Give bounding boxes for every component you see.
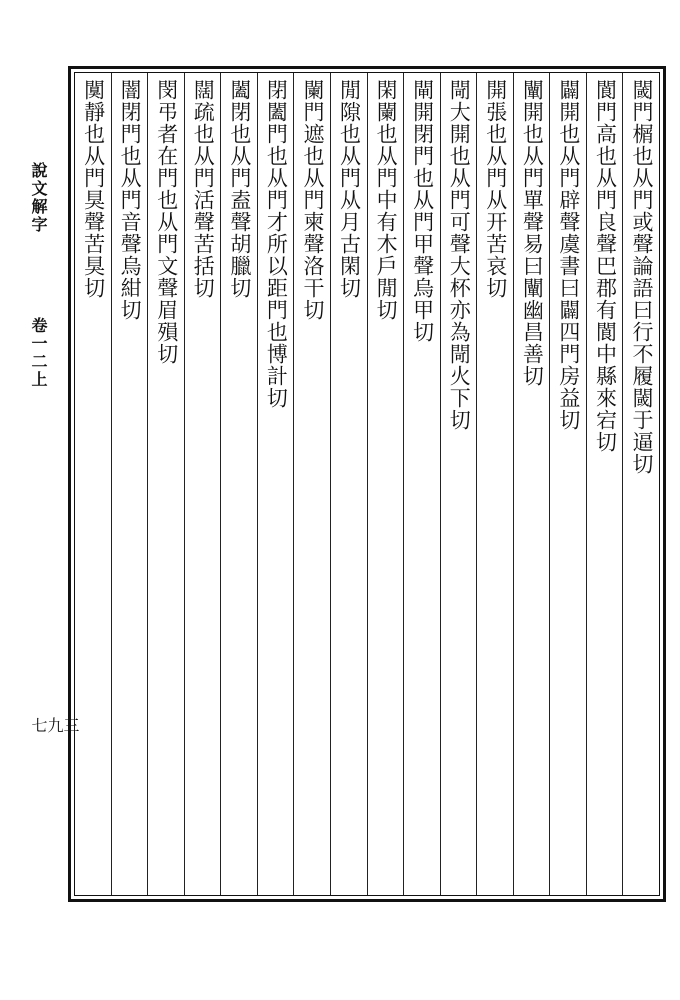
column-text: 閾門榍也从門或聲論語曰行不履閾于逼切 bbox=[630, 79, 655, 475]
text-column bbox=[476, 73, 513, 895]
text-column bbox=[220, 73, 257, 895]
page-number: 三九七 bbox=[29, 717, 80, 735]
column-text: 闇閉門也从門音聲烏紺切 bbox=[118, 79, 143, 321]
column-text: 閬門高也从門良聲巴郡有閬中縣來宕切 bbox=[593, 79, 618, 453]
column-text: 闌門遮也从門柬聲洛干切 bbox=[300, 79, 325, 321]
text-column bbox=[440, 73, 477, 895]
text-frame bbox=[68, 66, 666, 902]
text-columns bbox=[75, 73, 659, 895]
text-column bbox=[586, 73, 623, 895]
text-column bbox=[330, 73, 367, 895]
book-title: 說文解字 bbox=[29, 162, 48, 234]
column-text: 開張也从門从开苦哀切 bbox=[483, 79, 508, 299]
text-column bbox=[403, 73, 440, 895]
column-text: 閑闌也从門中有木戶閒切 bbox=[374, 79, 399, 321]
text-column bbox=[513, 73, 550, 895]
column-text: 闔閉也从門盍聲胡臘切 bbox=[227, 79, 252, 299]
column-text: 閜大開也从門可聲大杯亦為閜火下切 bbox=[447, 79, 472, 431]
column-text: 閔弔者在門也从門文聲眉殞切 bbox=[154, 79, 179, 365]
column-text: 閉闔門也从門才所以距門也博計切 bbox=[264, 79, 289, 409]
text-column bbox=[75, 73, 111, 895]
column-text: 閘開閉門也从門甲聲烏甲切 bbox=[410, 79, 435, 343]
column-text: 闊疏也从門活聲苦括切 bbox=[191, 79, 216, 299]
margin-header bbox=[22, 162, 80, 735]
column-text: 闡開也从門單聲易曰闡幽昌善切 bbox=[520, 79, 545, 387]
column-text: 闢開也从門辟聲虞書曰闢四門房益切 bbox=[556, 79, 581, 431]
text-column bbox=[293, 73, 330, 895]
text-column bbox=[367, 73, 404, 895]
text-column bbox=[111, 73, 148, 895]
text-column bbox=[184, 73, 221, 895]
column-text: 閒隙也从門从月古閑切 bbox=[337, 79, 362, 299]
text-column bbox=[622, 73, 659, 895]
text-column bbox=[549, 73, 586, 895]
text-column bbox=[257, 73, 294, 895]
column-text: 闃靜也从門狊聲苦狊切 bbox=[81, 79, 106, 299]
volume-label: 卷一二上 bbox=[29, 317, 48, 389]
text-column bbox=[147, 73, 184, 895]
